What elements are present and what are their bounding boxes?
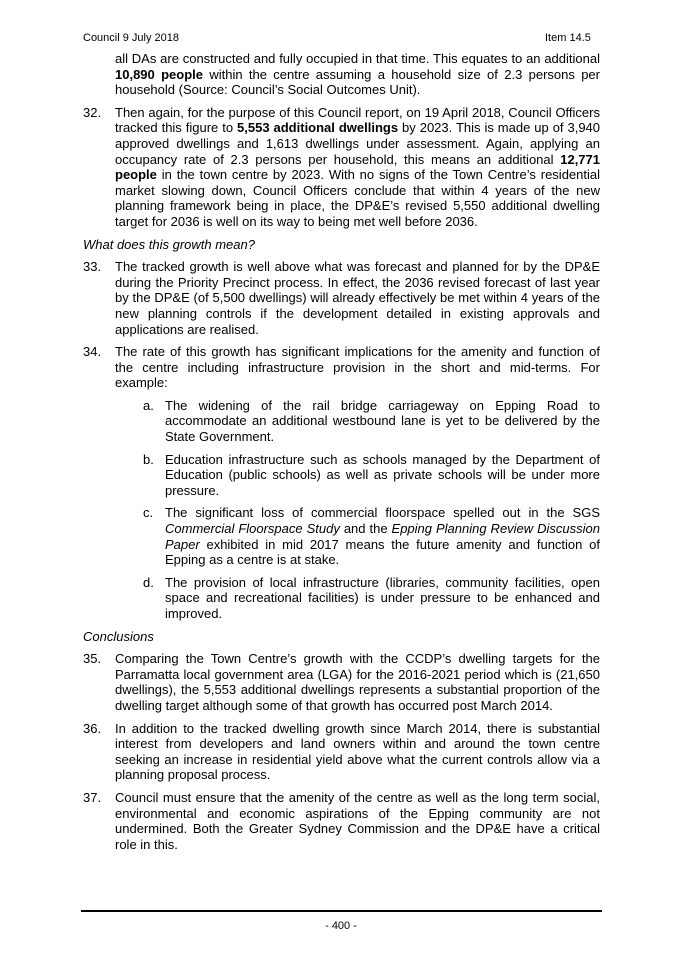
paragraph-34: 34. The rate of this growth has significant implications for the amenity and function of the centre including infrastructure provision in the short and mid-terms. For example: [83,344,600,391]
list-letter: b. [143,451,154,467]
list-item-c: c. The significant loss of commercial floorspace spelled out in the SGS Commercial Floorspace Study and the Epping Planning Review Discussion Paper exhibited in mid 2017 means the future amenity and function of Epping as a centre is at stake. [143,505,600,568]
paragraph-number: 37. [83,789,102,805]
list-item-a: a. The widening of the rail bridge carriageway on Epping Road to accommodate an additional westbound lane is yet to be delivered by the State Government. [143,397,600,445]
paragraph-number: 32. [83,104,102,120]
section-heading-conclusions: Conclusions [83,628,154,644]
list-item-d: d. The provision of local infrastructure (libraries, community facilities, open space and recreational facilities) is under pressure to be enhanced and improved. [143,574,600,621]
paragraph-number: 33. [83,259,102,275]
list-letter: c. [143,505,154,521]
paragraph-32: 32. Then again, for the purpose of this Council report, on 19 April 2018, Council Officers tracked this figure to 5,553 additional dwellings by 2023. This is made up of 3,940 approved dwellings and 1,613 dwellings under assessment. Again, applying an occupancy rate of 2.3 persons per household, this means an additional 12,771 people in the town centre by 2023. With no signs of the Town Centre’s residential market slowing down, Council Officers conclude that within 4 years of the new planning framework being in place, the DP&E’s revised 5,550 additional dwelling target for 2036 is well on its way to being met well before 2036. [83,104,601,229]
document-body [83,51,600,859]
paragraph-36: 36. In addition to the tracked dwelling growth since March 2014, there is substantial interest from developers and land owners within and around the town centre seeking an increase in residential yield above what the current controls allow via a planning proposal process. [83,720,600,783]
paragraph-31-continued: all DAs are constructed and fully occupied in that time. This equates to an additional 10,890 people within the centre assuming a household size of 2.3 persons per household (Source: Council’s Social Outcomes Unit). [115,51,600,98]
section-heading-growth: What does this growth mean? [83,236,255,252]
header-item-number: Item 14.5 [545,32,591,44]
footer-divider [81,910,602,912]
list-item-b: b. Education infrastructure such as schools managed by the Department of Education (public schools) as well as private schools will be under more pressure. [143,451,600,498]
paragraph-number: 34. [83,344,102,360]
paragraph-number: 35. [83,651,102,667]
paragraph-35: 35. Comparing the Town Centre’s growth with the CCDP’s dwelling targets for the Parramatta local government area (LGA) for the 2016-2021 period which is (21,650 dwellings), the 5,553 additional dwellings represents a substantial proportion of the dwelling target although some of that growth has occurred post March 2014. [83,651,600,713]
paragraph-number: 36. [83,720,102,736]
page-number: - 400 - [325,920,357,932]
header-meeting-date: Council 9 July 2018 [83,32,180,44]
paragraph-33: 33. The tracked growth is well above what was forecast and planned for by the DP&E during the Priority Precinct process. In effect, the 2036 revised forecast of last year by the DP&E (of 5,500 dwellings) will already effectively be met within 4 years of the new planning controls if the development detailed in existing approvals and applications are realised. [83,259,600,337]
list-letter: a. [143,397,154,413]
list-letter: d. [143,574,154,590]
paragraph-37: 37. Council must ensure that the amenity of the centre as well as the long term social, environmental and economic aspirations of the Epping community are not undermined. Both the Greater Sydney Commission and the DP&E have a critical role in this. [83,789,600,852]
